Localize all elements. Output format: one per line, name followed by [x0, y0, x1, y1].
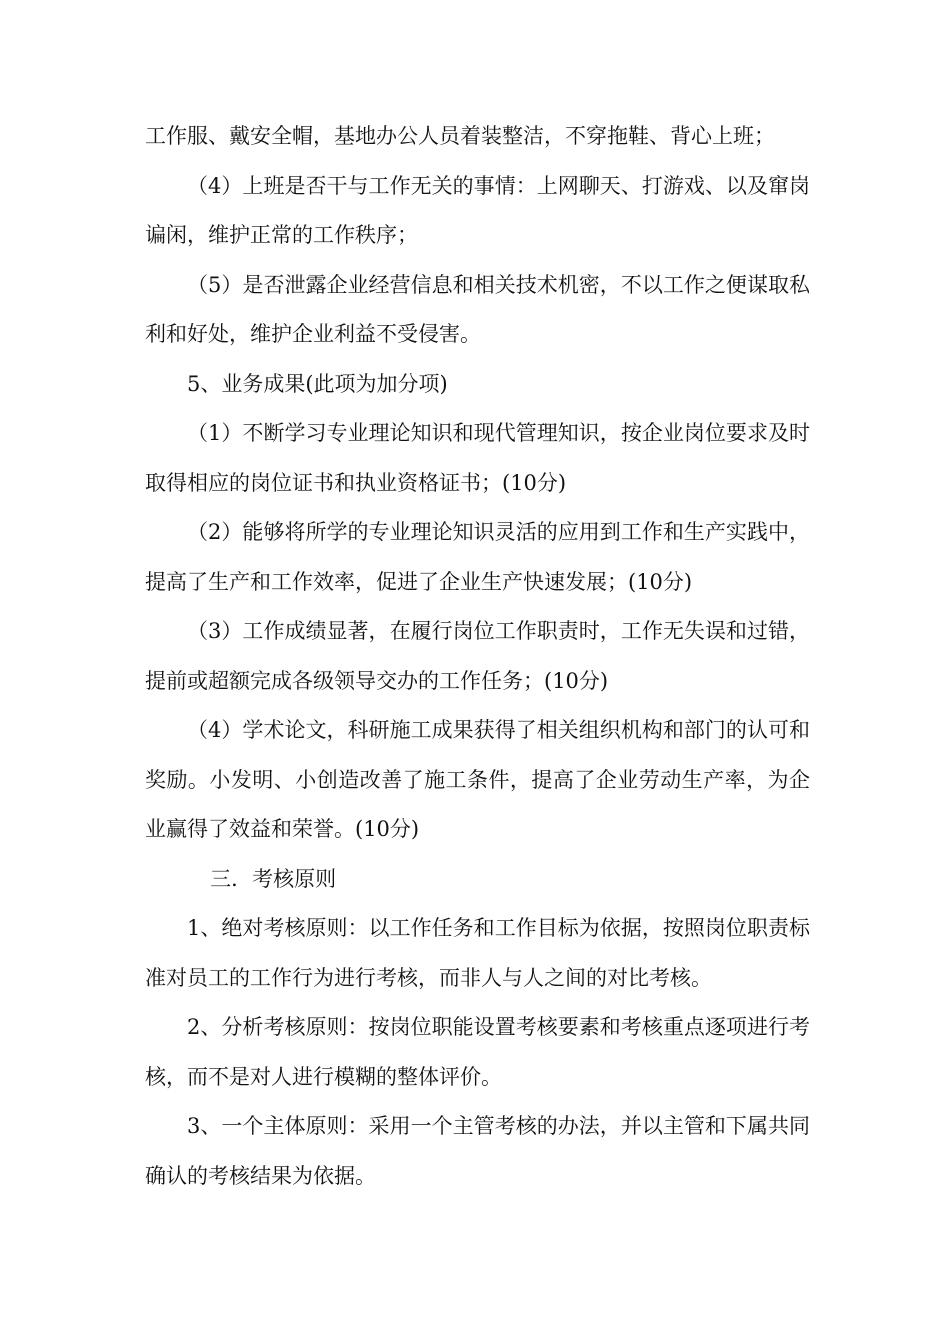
paragraph-principle-3: 3、一个主体原则：采用一个主管考核的办法，并以主管和下属共同确认的考核结果为依据。 — [145, 1114, 810, 1188]
paragraph-principle-2: 2、分析考核原则：按岗位职能设置考核要素和考核重点逐项进行考核，而不是对人进行模糊的整体评价。 — [145, 1015, 810, 1089]
paragraph-result-4: （4）学术论文，科研施工成果获得了相关组织机构和部门的认可和奖励。小发明、小创造改善了施工条件，提高了企业劳动生产率，为企业赢得了效益和荣誉。(10分) — [145, 718, 810, 841]
paragraph-item-5: （5）是否泄露企业经营信息和相关技术机密，不以工作之便谋取私利和好处，维护企业利益不受侵害。 — [145, 272, 810, 346]
section-heading-principles: 三．考核原则 — [210, 866, 337, 891]
paragraph-continuation: 工作服、戴安全帽，基地办公人员着装整洁，不穿拖鞋、背心上班； — [145, 124, 775, 148]
paragraph-result-1: （1）不断学习专业理论知识和现代管理知识，按企业岗位要求及时取得相应的岗位证书和执业资格证书；(10分) — [145, 421, 810, 495]
paragraph-item-4: （4）上班是否干与工作无关的事情：上网聊天、打游戏、以及窜岗谝闲，维护正常的工作秩序； — [145, 173, 810, 247]
document-body — [145, 112, 810, 1201]
paragraph-result-2: （2）能够将所学的专业理论知识灵活的应用到工作和生产实践中，提高了生产和工作效率，促进了企业生产快速发展；(10分) — [145, 520, 810, 594]
paragraph-result-3: （3）工作成绩显著，在履行岗位工作职责时，工作无失误和过错，提前或超额完成各级领导交办的工作任务；(10分) — [145, 619, 810, 693]
section-heading-business-results: 5、业务成果(此项为加分项) — [187, 371, 448, 396]
paragraph-principle-1: 1、绝对考核原则：以工作任务和工作目标为依据，按照岗位职责标准对员工的工作行为进行考核，而非人与人之间的对比考核。 — [145, 916, 810, 990]
